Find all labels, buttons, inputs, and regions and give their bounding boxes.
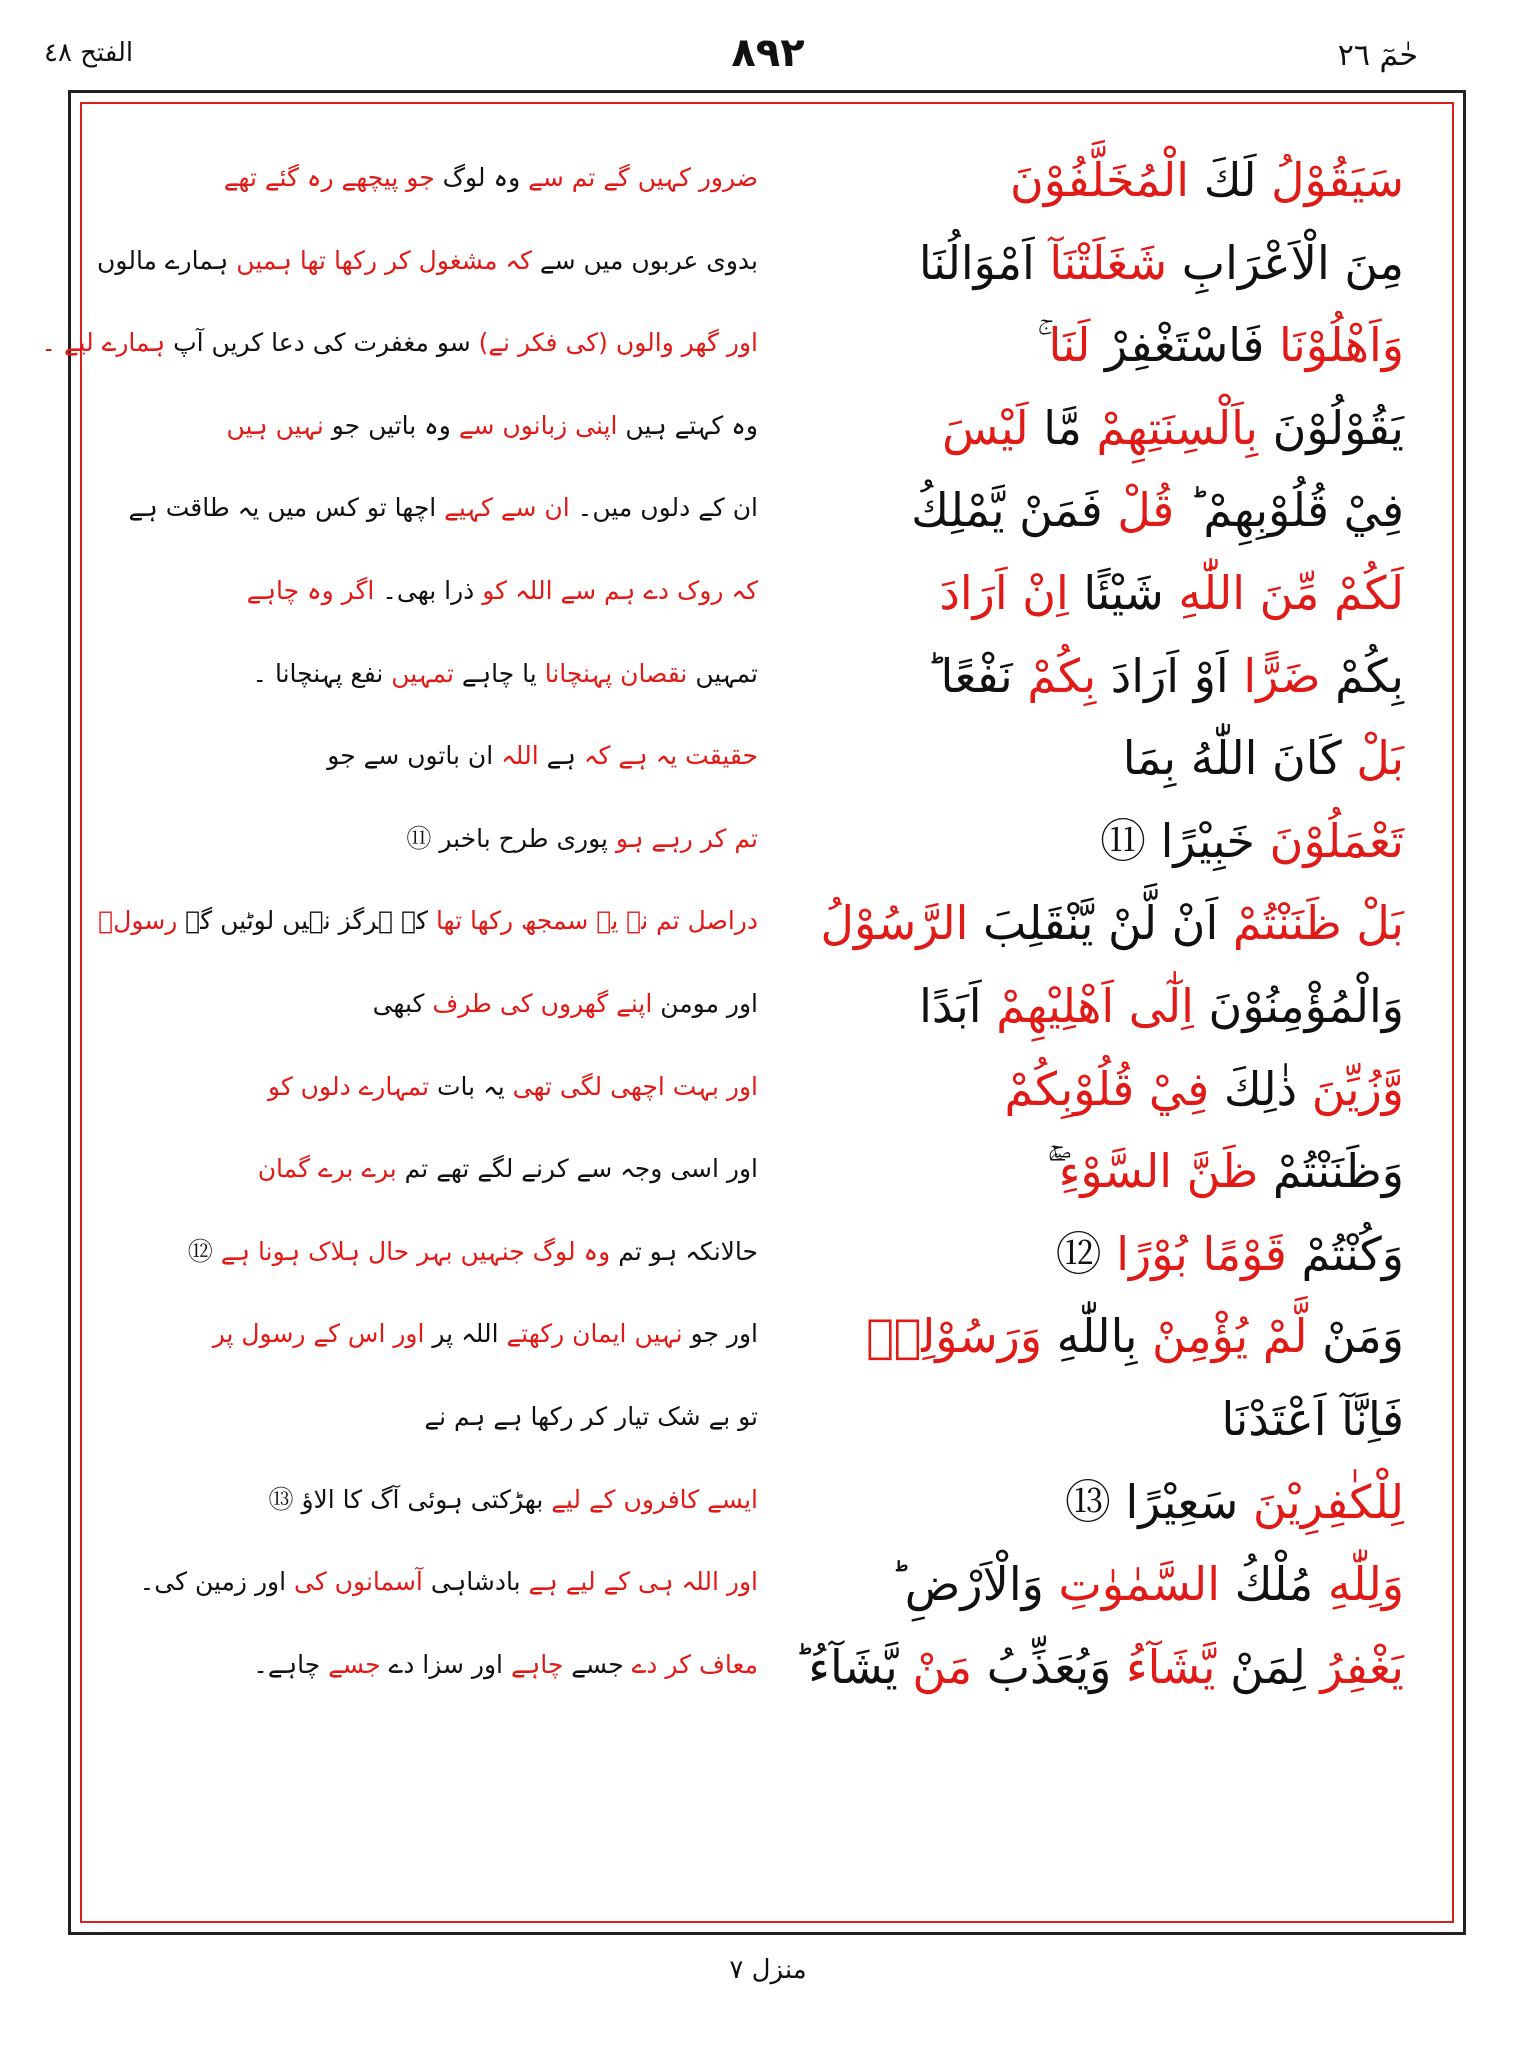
arabic-segment: اِنْ اَرَادَ <box>939 565 1069 620</box>
urdu-segment: کہ روک دے ہم سے اللہ کو <box>482 575 758 605</box>
urdu-translation <box>128 1562 758 1602</box>
arabic-segment: ضَرًّا <box>1243 648 1321 703</box>
arabic-segment: الرَّسُوْلُ <box>820 896 969 951</box>
arabic-segment: فِيْ قُلُوْبِكُمْ <box>1004 1061 1210 1116</box>
arabic-segment: وَيُعَذِّبُ <box>972 1639 1126 1694</box>
urdu-segment: اور بہت اچھی لگی تھی <box>512 1071 758 1101</box>
urdu-segment: اور سزا دے <box>380 1649 511 1679</box>
arabic-text <box>764 313 1404 377</box>
arabic-segment: لَّمْ يُؤْمِنْ <box>1152 1309 1308 1364</box>
urdu-segment: ذرا بھی۔ <box>374 575 483 605</box>
arabic-segment: اِلٰٓى اَهْلِيْهِمْ <box>996 978 1194 1033</box>
urdu-translation <box>128 1397 758 1437</box>
urdu-translation <box>128 1149 758 1189</box>
urdu-segment: بدوی عربوں میں سے <box>531 245 758 275</box>
arabic-segment: لِمَنْ <box>1215 1639 1321 1694</box>
arabic-text <box>764 726 1404 790</box>
urdu-segment: کہ مشغول کر رکھا تھا ہمیں <box>236 245 532 275</box>
arabic-segment: اَبَدًا <box>919 978 997 1033</box>
urdu-translation <box>128 819 758 859</box>
arabic-text <box>764 396 1404 460</box>
urdu-segment: ⑫ <box>187 1236 221 1266</box>
arabic-segment: قُلْ <box>1117 483 1175 538</box>
urdu-translation <box>128 736 758 776</box>
urdu-segment: کہ ہرگز نہیں لوٹیں گے <box>177 906 436 936</box>
urdu-segment: اللہ پر <box>424 1319 507 1349</box>
arabic-text <box>764 561 1404 625</box>
arabic-text <box>764 1552 1404 1616</box>
arabic-segment: وَكُنْتُمْ <box>1286 1226 1404 1281</box>
arabic-segment: يَغْفِرُ <box>1320 1639 1404 1694</box>
verse-row <box>80 883 1454 966</box>
arabic-segment: بِكُمْ <box>1027 648 1097 703</box>
urdu-segment: اپنے گھروں کی طرف <box>432 988 653 1018</box>
arabic-segment: مَّا <box>1028 400 1097 455</box>
arabic-segment: خَبِيْرًا ⑪ <box>1100 813 1270 868</box>
arabic-segment: فِيْ قُلُوْبِهِمْ ؕ <box>1174 483 1404 538</box>
arabic-segment: شَيْئًا <box>1068 565 1179 620</box>
arabic-segment: سَيَقُوْلُ <box>1271 153 1404 207</box>
arabic-segment: سَعِيْرًا ⑬ <box>1064 1474 1253 1529</box>
verse-row <box>80 1462 1454 1545</box>
verse-row <box>80 1627 1454 1710</box>
urdu-segment: سو مغفرت کی دعا کریں آپ <box>165 328 471 358</box>
arabic-segment: وَلِلّٰهِ <box>1327 1557 1404 1612</box>
verse-row <box>80 1214 1454 1297</box>
urdu-segment: یا چاہے <box>453 658 545 688</box>
urdu-segment: ایسے کافروں کے لیے <box>551 1484 758 1514</box>
arabic-segment: كَانَ اللّٰهُ بِمَا <box>1122 731 1357 786</box>
urdu-segment: حقیقت یہ ہے کہ <box>583 741 758 771</box>
arabic-text <box>764 478 1404 542</box>
arabic-segment: مَنْ <box>912 1639 973 1694</box>
urdu-translation <box>41 323 758 363</box>
urdu-segment: بادشاہی <box>422 1567 529 1597</box>
urdu-segment: اور اس کے رسول پر <box>212 1319 425 1349</box>
arabic-segment: ظَنَّ السَّوْءِ <box>1058 1144 1259 1199</box>
urdu-segment: تمہارے دلوں کو <box>267 1071 430 1101</box>
arabic-segment: لِلْكٰفِرِيْنَ <box>1252 1474 1404 1529</box>
arabic-text <box>764 1470 1404 1534</box>
manzil-footer: منزل ٧ <box>729 1955 807 1985</box>
urdu-segment: چاہے۔ <box>253 1649 329 1679</box>
arabic-segment: بِكُمْ <box>1320 648 1404 703</box>
arabic-segment: لَكَ <box>1189 153 1272 207</box>
urdu-segment: اور جو <box>682 1319 758 1349</box>
arabic-text <box>764 974 1404 1038</box>
arabic-segment: فَاِنَّآ اَعْتَدْنَا <box>1221 1391 1404 1446</box>
urdu-translation <box>128 158 758 198</box>
verse-row <box>80 1049 1454 1132</box>
urdu-segment: جو پیچھے رہ گئے تھے <box>223 163 435 192</box>
arabic-segment: وَمَنْ <box>1307 1309 1404 1364</box>
arabic-segment: ۚ <box>1037 318 1049 373</box>
urdu-segment: تمہیں <box>687 658 758 688</box>
urdu-segment: اور مومن <box>652 988 758 1018</box>
arabic-text <box>764 1139 1404 1203</box>
urdu-translation <box>128 406 758 446</box>
juz-name-header: حٰمٓ ٢٦ <box>1337 38 1418 73</box>
urdu-segment: نفع پہنچانا ۔ <box>252 658 392 688</box>
arabic-text <box>764 891 1404 955</box>
arabic-segment: لَيْسَ <box>942 400 1029 455</box>
arabic-text <box>764 1057 1404 1121</box>
arabic-segment: اَنْ لَّنْ يَّنْقَلِبَ <box>968 896 1233 951</box>
arabic-segment: فَمَنْ يَّمْلِكُ <box>911 483 1118 538</box>
arabic-segment: مِنَ الْاَعْرَابِ <box>1167 235 1404 290</box>
urdu-segment: ہمارے مالوں <box>97 245 237 275</box>
urdu-segment: نہیں ہیں <box>226 410 324 440</box>
urdu-segment: پوری طرح باخبر ⑪ <box>406 823 616 853</box>
urdu-segment: دراصل تم نے یہ سمجھ رکھا تھا <box>435 906 758 936</box>
urdu-segment: ان باتوں سے جو <box>327 741 502 771</box>
urdu-translation <box>128 1480 758 1520</box>
urdu-segment: کبھی <box>372 988 433 1018</box>
urdu-segment: اور اسی وجہ سے کرنے لگے تھے تم <box>396 1154 758 1184</box>
urdu-translation <box>128 1645 758 1685</box>
arabic-segment: قَوْمًا بُوْرًا <box>1116 1226 1287 1281</box>
verse-row <box>80 1296 1454 1379</box>
urdu-segment: تم کر رہے ہو <box>615 823 758 853</box>
urdu-segment: جسے <box>563 1649 632 1679</box>
arabic-text <box>764 1304 1404 1368</box>
arabic-segment: بِاَلْسِنَتِهِمْ <box>1096 400 1258 455</box>
urdu-segment: تمہیں <box>391 658 454 688</box>
arabic-text <box>764 644 1404 708</box>
arabic-segment: اَوْ اَرَادَ <box>1096 648 1244 703</box>
page-number: ٨٩٢ <box>731 30 805 76</box>
arabic-segment: مُلْكُ <box>1219 1557 1328 1612</box>
urdu-segment: وہ لوگ جنہیں بہر حال ہلاک ہونا ہے <box>220 1236 611 1266</box>
arabic-segment: لَنَا <box>1048 318 1091 373</box>
urdu-segment: اللہ <box>501 741 539 771</box>
verse-row <box>80 801 1454 884</box>
arabic-segment: وَّزُيِّنَ <box>1311 1061 1404 1116</box>
urdu-segment: اور اللہ ہی کے لیے ہے <box>528 1567 758 1597</box>
urdu-segment: ہے <box>538 741 584 771</box>
urdu-segment: اور زمین کی۔ <box>139 1567 294 1597</box>
verse-row <box>80 636 1454 719</box>
urdu-segment: ضرور کہیں گے تم سے <box>520 163 758 192</box>
surah-name-header: الفتح ٤٨ <box>44 38 134 68</box>
urdu-segment: حالانکہ ہو تم <box>610 1236 758 1266</box>
verse-row <box>80 470 1454 553</box>
verse-row <box>80 1131 1454 1214</box>
urdu-segment: جسے <box>328 1649 381 1679</box>
arabic-text <box>764 809 1404 873</box>
arabic-segment: ۖۚ <box>1047 1144 1059 1199</box>
verse-row <box>80 140 1454 223</box>
arabic-segment: ذٰلِكَ <box>1209 1061 1312 1116</box>
urdu-segment: برے برے گمان <box>257 1154 397 1184</box>
arabic-segment: يَقُوْلُوْنَ <box>1257 400 1404 455</box>
urdu-segment: رسولؐ <box>98 906 178 936</box>
urdu-segment: وہ لوگ <box>434 163 521 192</box>
arabic-text <box>764 231 1404 295</box>
arabic-segment: بِاللّٰهِ <box>1042 1309 1153 1364</box>
arabic-segment: يَّشَآءُ ؕ <box>793 1639 913 1694</box>
arabic-segment: وَالْاَرْضِ ؕ <box>890 1557 1059 1612</box>
arabic-segment: وَالْمُؤْمِنُوْنَ <box>1193 978 1404 1033</box>
arabic-segment: السَّمٰوٰتِ <box>1058 1557 1220 1612</box>
verse-row <box>80 553 1454 636</box>
verse-row <box>80 1379 1454 1462</box>
arabic-segment: لَكُمْ مِّنَ اللّٰهِ <box>1178 565 1404 620</box>
arabic-segment: بَلْ ظَنَنْتُمْ <box>1232 896 1404 951</box>
urdu-segment: اگر وہ چاہے <box>246 575 375 605</box>
urdu-segment: اچھا تو کس میں یہ طاقت ہے <box>128 493 445 523</box>
urdu-segment: اور گھر والوں (کی فکر نے) <box>470 328 758 358</box>
verse-row <box>80 223 1454 306</box>
urdu-segment: تو بے شک تیار کر رکھا ہے ہم نے <box>424 1401 758 1431</box>
arabic-segment: ⑫ <box>1055 1226 1117 1281</box>
arabic-segment: الْمُخَلَّفُوْنَ <box>1009 153 1190 207</box>
arabic-segment: وَاَهْلُوْنَا <box>1278 318 1404 373</box>
verse-row <box>41 305 1454 388</box>
urdu-segment: وہ باتیں جو <box>323 410 459 440</box>
urdu-segment: یہ بات <box>429 1071 513 1101</box>
urdu-segment: بھڑکتی ہوئی آگ کا الاؤ ⑬ <box>268 1484 552 1514</box>
urdu-translation <box>97 241 758 281</box>
verse-row <box>80 718 1454 801</box>
verse-row <box>80 966 1454 1049</box>
urdu-segment: وہ کہتے ہیں <box>617 410 758 440</box>
arabic-segment: شَغَلَتْنَآ <box>1049 235 1168 290</box>
urdu-segment: معاف کر دے <box>631 1649 758 1679</box>
arabic-text <box>764 1222 1404 1286</box>
arabic-text <box>764 148 1404 212</box>
urdu-translation <box>128 488 758 528</box>
urdu-translation <box>128 654 758 694</box>
verse-row <box>80 1544 1454 1627</box>
arabic-segment: تَعْمَلُوْنَ <box>1269 813 1404 868</box>
arabic-text <box>764 1635 1404 1699</box>
urdu-translation <box>128 1067 758 1107</box>
arabic-segment: نَفْعًا ؕ <box>925 648 1028 703</box>
urdu-segment: چاہے <box>510 1649 564 1679</box>
urdu-translation <box>128 1314 758 1354</box>
urdu-translation <box>128 571 758 611</box>
verse-row <box>80 388 1454 471</box>
urdu-segment: اپنی زبانوں سے <box>458 410 618 440</box>
arabic-segment: بَلْ <box>1356 731 1404 786</box>
arabic-segment: اَمْوَالُنَا <box>918 235 1050 290</box>
arabic-segment: يَّشَآءُ <box>1125 1639 1216 1694</box>
urdu-segment: ان سے کہیے <box>444 493 570 523</box>
urdu-translation <box>128 1232 758 1272</box>
urdu-segment: نقصان پہنچانا <box>544 658 688 688</box>
arabic-text <box>764 1387 1404 1451</box>
arabic-segment: فَاسْتَغْفِرْ <box>1090 318 1279 373</box>
arabic-segment: وَرَسُوْلِهٖ <box>866 1309 1043 1364</box>
urdu-segment: نہیں ایمان رکھتے <box>506 1319 683 1349</box>
arabic-segment: وَظَنَنْتُمْ <box>1258 1144 1404 1199</box>
urdu-segment: ان کے دلوں میں۔ <box>569 493 758 523</box>
urdu-translation <box>128 984 758 1024</box>
urdu-segment: آسمانوں کی <box>293 1567 423 1597</box>
verse-rows <box>41 140 1454 1709</box>
urdu-segment: ہمارے لیے ۔ <box>41 328 166 358</box>
urdu-translation <box>98 901 758 941</box>
